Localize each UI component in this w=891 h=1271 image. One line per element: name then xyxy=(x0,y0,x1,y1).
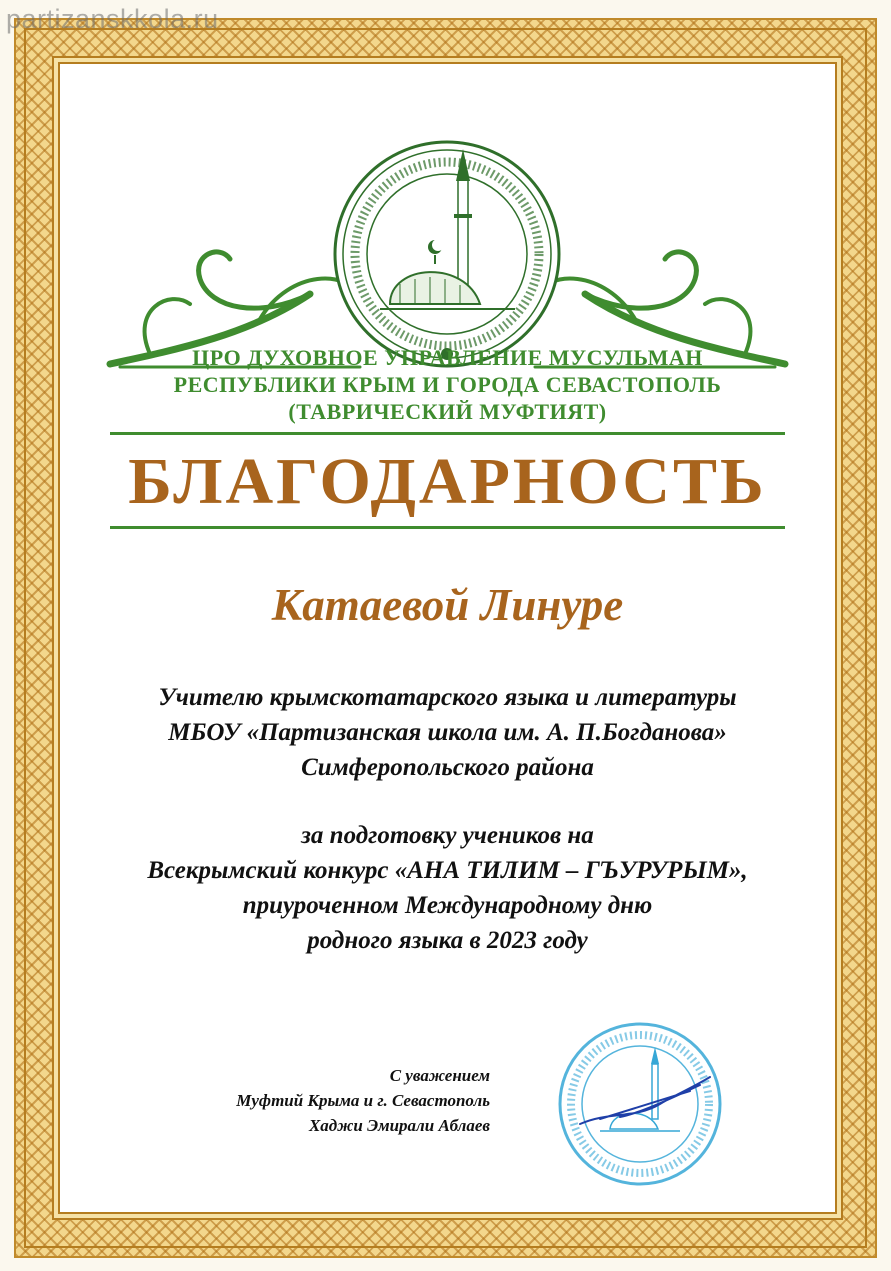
organization-name-line-2: РЕСПУБЛИКИ КРЫМ И ГОРОДА СЕВАСТОПОЛЬ xyxy=(173,372,722,397)
reason-line-1: за подготовку учеников на xyxy=(301,822,594,849)
signature-greeting: С уважением xyxy=(389,1066,490,1085)
position-line-3: Симферопольского района xyxy=(301,754,594,781)
stamp-icon xyxy=(540,1019,740,1194)
organization-name-line-1: ЦРО ДУХОВНОЕ УПРАВЛЕНИЕ МУСУЛЬМАН xyxy=(192,345,703,370)
divider-top xyxy=(110,432,785,435)
position-line-2: МБОУ «Партизанская школа им. А. П.Богданова» xyxy=(168,719,727,746)
signature-title: Муфтий Крыма и г. Севастополь xyxy=(236,1091,490,1110)
watermark: partizanskkola.ru xyxy=(6,4,219,34)
reason-line-4: родного языка в 2023 году xyxy=(307,927,588,954)
reason-line-2: Всекрымский конкурс «АНА ТИЛИМ – ГЪУРУРЫМ», xyxy=(147,857,748,884)
organization-name-line-3: (ТАВРИЧЕСКИЙ МУФТИЯТ) xyxy=(288,399,607,424)
divider-bottom xyxy=(110,526,785,529)
certificate-paper xyxy=(58,62,837,1214)
signature-name: Хаджи Эмирали Аблаев xyxy=(308,1116,490,1135)
reason-line-3: приуроченном Международному дню xyxy=(242,892,653,919)
document-title: БЛАГОДАРНОСТЬ xyxy=(128,445,767,518)
recipient-name: Катаевой Линуре xyxy=(271,580,624,630)
position-line-1: Учителю крымскотатарского языка и литературы xyxy=(158,684,737,711)
